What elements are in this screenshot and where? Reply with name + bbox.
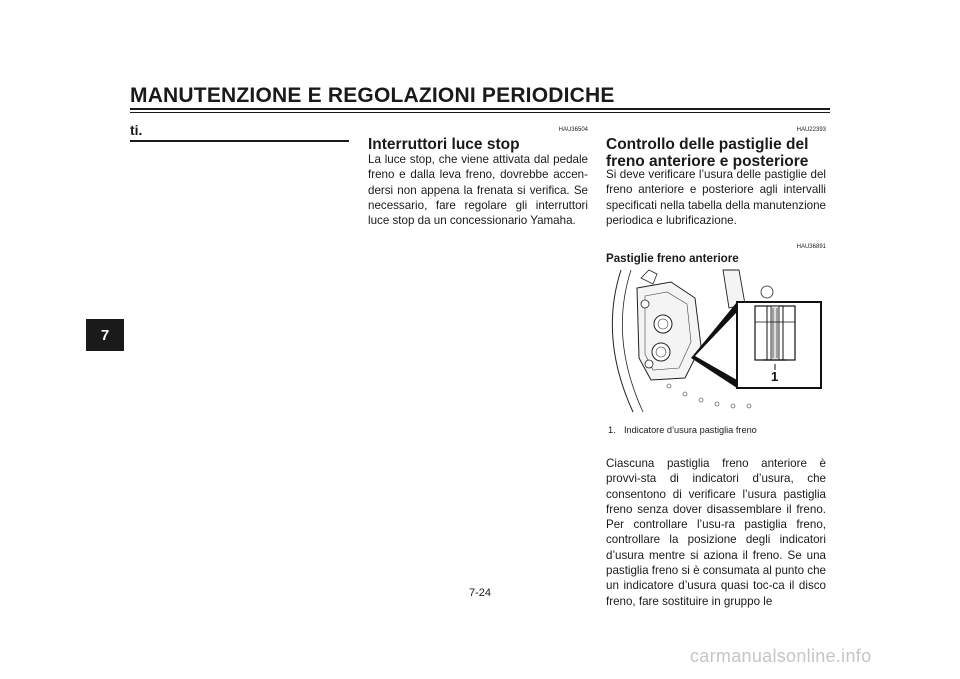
section-code: HAU22393 bbox=[796, 127, 826, 133]
section-heading: Controllo delle pastiglie del freno anteriore e posteriore bbox=[606, 136, 809, 170]
caption-number: 1. bbox=[608, 425, 616, 435]
figure-caption: Indicatore d’usura pastiglia freno bbox=[624, 425, 757, 435]
subsection-body: Ciascuna pastiglia freno anteriore è provvi-sta di indicatori d’usura, che consentono di verificare l’usura pastiglia freno senza dover disassemblare il freno. Per controllare l’usu-ra pastiglia freno, controllare la posizione degli indicatori d’usura mentre si aziona il freno. Se una pastiglia freno si è consumata al punto che un indicatore d’usura quasi toc-ca il disco freno, fare sostituire in gruppo le bbox=[606, 457, 826, 608]
figure-callout-1: 1 bbox=[771, 369, 779, 384]
continuation-text: ti. bbox=[130, 122, 143, 138]
section-heading: Interruttori luce stop bbox=[368, 136, 520, 153]
section-code: HAU36504 bbox=[558, 127, 588, 133]
section-body: Si deve verificare l’usura delle pastiglie del freno anteriore e posteriore agli intervalli specificati nella tabella della manutenzione periodica e lubrificazione. bbox=[606, 168, 826, 227]
brake-pad-figure bbox=[605, 268, 827, 414]
header-rule bbox=[130, 108, 830, 110]
header-rule-thin bbox=[130, 112, 830, 113]
subsection-code: HAU36891 bbox=[796, 244, 826, 250]
continuation-rule bbox=[130, 140, 349, 142]
watermark: carmanualsonline.info bbox=[690, 646, 872, 666]
page-header-title: MANUTENZIONE E REGOLAZIONI PERIODICHE bbox=[130, 84, 615, 107]
section-body: La luce stop, che viene attivata dal pedale freno e dalla leva freno, dovrebbe accen-dersi non appena la frenata si verifica. Se necessario, fare regolare gli interruttori luce stop da un concessionario Yamaha. bbox=[368, 153, 588, 228]
page-number: 7-24 bbox=[468, 587, 492, 599]
subsection-heading: Pastiglie freno anteriore bbox=[606, 252, 739, 265]
chapter-tab: 7 bbox=[86, 319, 124, 351]
